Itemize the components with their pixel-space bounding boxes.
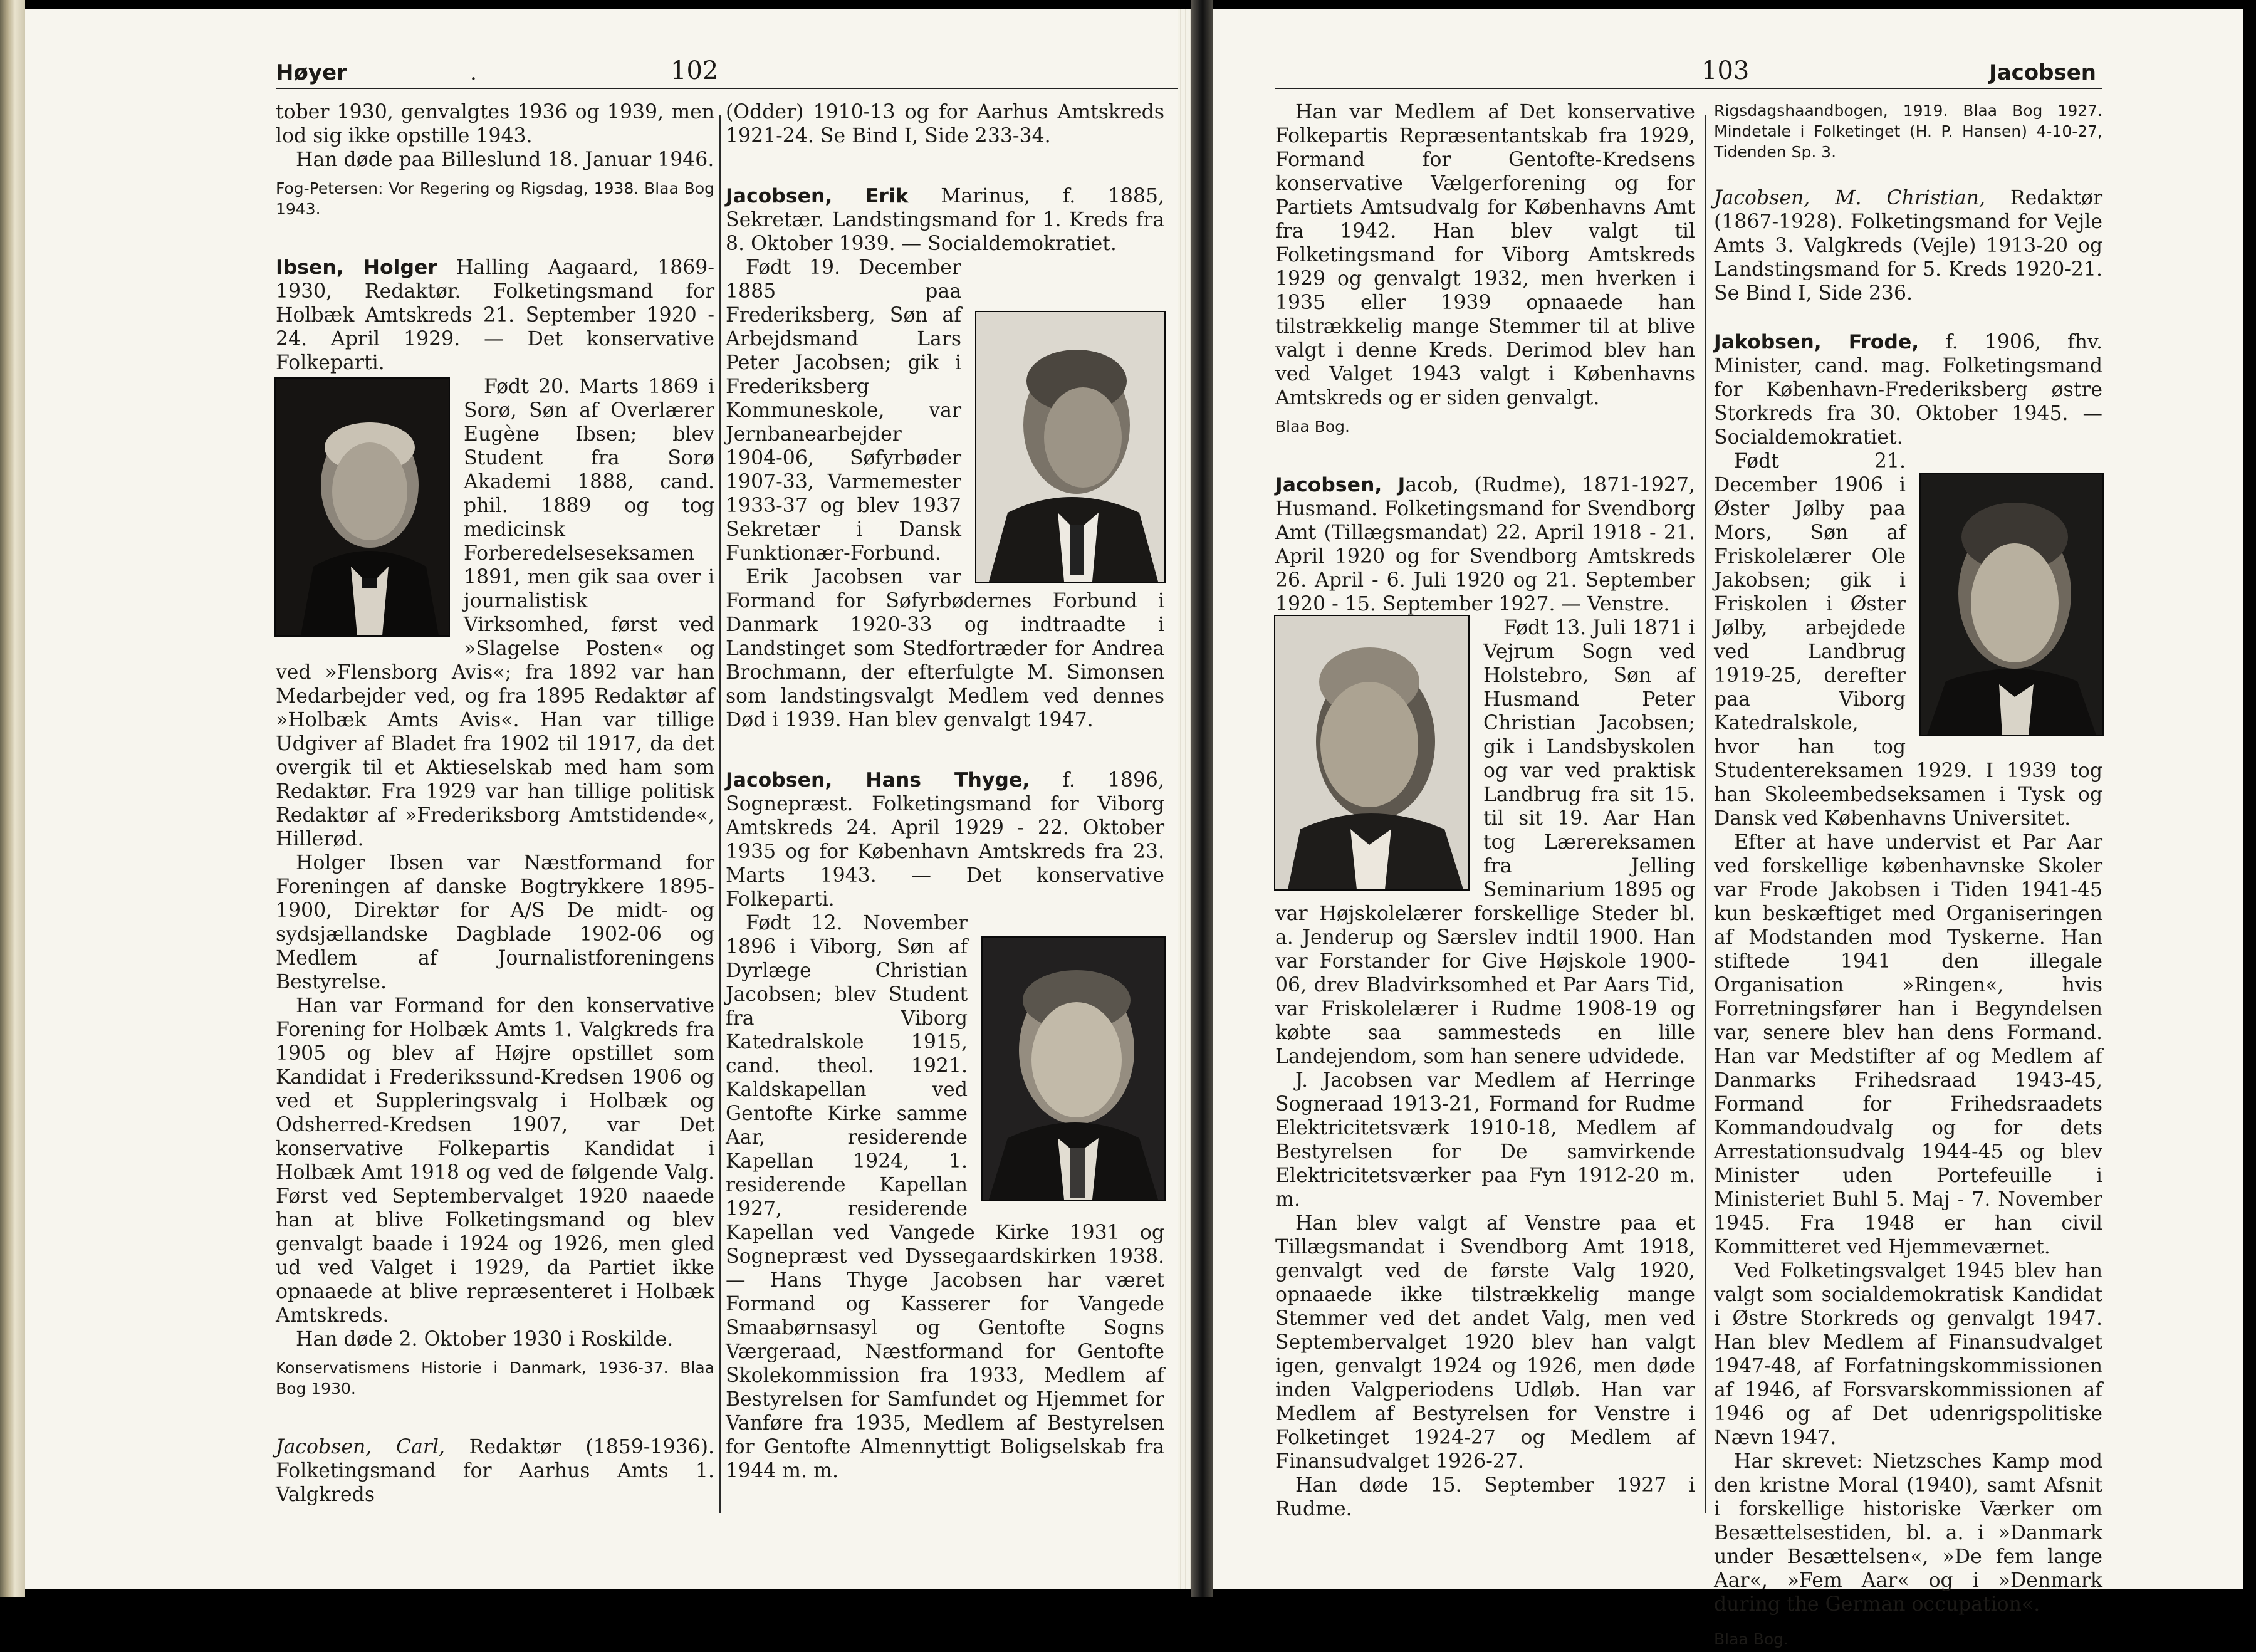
entry-name: Jacobsen, Erik <box>726 185 909 207</box>
entry-heading <box>1275 473 1695 616</box>
right-column-1 <box>1275 100 1695 1521</box>
entry-summary: Marinus, f. 1885, Sekretær. Landstingsmand for 1. Kreds fra 8. Oktober 1939. — Socialdemokratiet. <box>726 185 1165 255</box>
running-head-name: Høyer <box>276 60 347 85</box>
portrait-frode-jakobsen <box>1921 474 2102 735</box>
entry-heading <box>276 256 714 375</box>
entry-summary: Redaktør (1859-1936). Folketingsmand for Aarhus Amts 1. Valgkreds <box>276 1436 714 1506</box>
paragraph: Han døde 2. Oktober 1930 i Roskilde. <box>296 1328 674 1351</box>
reference: Blaa Bog. <box>1275 417 1350 436</box>
left-page-header <box>276 48 1191 85</box>
portrait-erik-jacobsen <box>976 312 1164 582</box>
portrait-image <box>976 312 1164 582</box>
portrait-hans-thyge-jacobsen <box>983 938 1164 1200</box>
right-column-2 <box>1714 100 2102 1652</box>
entry-name: Ibsen, Holger <box>276 256 437 279</box>
paragraph: Har skrevet: Nietzsches Kamp mod den kristne Moral (1940), samt Afsnit i forskellige historiske Værker om Besættelsestiden, bl. a. i »Danmark under Besættelsen«, »De fem lange Aar«, »Fem Aar« og i »Denmark during the German occupation«. <box>1714 1450 2102 1616</box>
page-edge-stack <box>1178 9 1191 1589</box>
entry-summary: f. 1906, fhv. Minister, cand. mag. Folketingsmand for København-Frederiksberg østre Storkreds fra 30. Oktober 1945. — Socialdemokratiet. <box>1714 331 2102 449</box>
portrait-image <box>1275 616 1468 889</box>
right-page <box>1213 9 2243 1648</box>
entry-summary: Halling Aagaard, 1869-1930, Redaktør. Folketingsmand for Holbæk Amtskreds 21. September 1920 - 24. April 1929. — Det konservative Folkeparti. <box>276 256 714 374</box>
running-head-name: Jacobsen <box>1989 60 2096 85</box>
reference: Konservatismens Historie i Danmark, 1936-37. Blaa Bog 1930. <box>276 1359 714 1398</box>
paragraph: Han døde 15. September 1927 i Rudme. <box>1275 1474 1695 1520</box>
header-rule <box>276 88 1178 89</box>
entry-name: Jacobsen, M. Christian, <box>1714 187 1985 209</box>
page-number: 102 <box>671 56 719 85</box>
entry-heading <box>1714 330 2102 449</box>
portrait-image <box>276 379 449 635</box>
entry-name: Jacobsen, Hans Thyge, <box>726 769 1030 792</box>
reference: Fog-Petersen: Vor Regering og Rigsdag, 1938. Blaa Bog 1943. <box>276 179 714 218</box>
portrait-image <box>1921 474 2102 735</box>
paragraph: Erik Jacobsen var Formand for Søfyrbødernes Forbund i Danmark 1920-33 og indtraadte i Landstinget som Stedfortræder for Andrea Brochmann, der efterfulgte M. Simonsen som landstingsvalgt Medlem ved dennes Død i 1939. Han blev genvalgt 1947. <box>726 566 1164 731</box>
entry-heading <box>1714 186 2102 305</box>
portrait-jacob-jacobsen <box>1275 616 1468 889</box>
reference: Blaa Bog. <box>1714 1630 1789 1648</box>
entry-name: Jakobsen, Frode, <box>1714 331 1919 353</box>
paragraph: Født 12. November 1896 i Viborg, Søn af Dyrlæge Christian Jacobsen; blev Student fra Viborg Katedralskole 1915, cand. theol. 1921. Kaldskapellan ved Gentofte Kirke samme Aar, residerende Kapellan 1924, 1. residerende Kapellan 1927, residerende Kapellan ved Vangede Kirke 1931 og Sognepræst ved Dyssegaardskirken 1938. — Hans Thyge Jacobsen har været Formand og Kasserer for Vangede Smaabørnsasyl og Gentofte Sogns Værgeraad, Næstformand for Gentofte Skolekommission fra 1933, Medlem af Bestyrelsen for Samfundet og Hjemmet for Vanføre fra 1935, Medlem af Bestyrelsen for Gentofte Almennyttigt Boligselskab fra 1944 m. m. <box>726 912 1164 1482</box>
paragraph: Ved Folketingsvalget 1945 blev han valgt som socialdemokratisk Kandidat i Østre Storkreds og genvalgt 1947. Han blev Medlem af Finansudvalget 1947-48, af Forfatningskommissionen af 1946, af Forsvarskommissionen af 1946 og af Det udenrigspolitiske Nævn 1947. <box>1714 1260 2102 1449</box>
column-divider <box>1705 115 1706 1513</box>
column-divider <box>719 115 721 1513</box>
right-page-header <box>1275 48 2096 85</box>
entry-summary: acob, (Rudme), 1871-1927, Husmand. Folketingsmand for Svendborg Amt (Tillægsmandat) 22. April 1918 - 21. April 1920 og for Svendborg Amtskreds 26. April - 6. Juli 1920 og 21. September 1920 - 15. September 1927. — Venstre. <box>1275 474 1695 615</box>
paragraph: Han blev valgt af Venstre paa et Tillægsmandat i Svendborg Amt 1918, genvalgt ved de første Valg 1920, opnaaede ikke tilstrækkelig mange Stemmer ved det andet Valg, men ved Septembervalget 1920 blev han valgt igen, genvalgt 1924 og 1926, men døde inden Valgperiodens Udløb. Han var Medlem af Bestyrelsen for Venstre i Folketinget 1924-27 og Medlem af Finansudvalget 1926-27. <box>1275 1212 1695 1473</box>
paragraph: Født 19. December 1885 paa Frederiksberg, Søn af Arbejdsmand Lars Peter Jacobsen; gik i Frederiksberg Kommuneskole, var Jernbanearbejder 1904-06, Søfyrbøder 1907-33, Varmemester 1933-37 og blev 1937 Sekretær i Dansk Funktionær-Forbund. <box>726 256 961 565</box>
paragraph: J. Jacobsen var Medlem af Herringe Sogneraad 1913-21, Formand for Rudme Elektricitetsværk 1910-18, Medlem af Bestyrelsen for De samvirkende Elektricitetsværker paa Fyn 1912-20 m. m. <box>1275 1069 1695 1211</box>
entry-heading <box>726 184 1164 256</box>
book-edge-left <box>0 0 25 1597</box>
page-number: 103 <box>1701 56 1750 85</box>
paragraph: Han var Formand for den konservative Forening for Holbæk Amts 1. Valgkreds fra 1905 og blev af Højre opstillet som Kandidat i Frederikssund-Kredsen 1906 og ved et Suppleringsvalg i Holbæk og Odsherred-Kredsen 1907, var Det konservative Folkepartis Kandidat i Holbæk Amt 1918 og ved de følgende Valg. Først ved Septembervalget 1920 naaede han at blive Folketingsmand og blev genvalgt baade i 1924 og 1926, men gled ud ved Valget i 1929, da Partiet ikke opnaaede at blive repræsenteret i Holbæk Amtskreds. <box>276 995 714 1327</box>
paragraph: Han var Medlem af Det konservative Folkepartis Repræsentantskab fra 1929, Formand for Gentofte-Kredsens konservative Vælgerforening og for Partiets Amtsudvalg for Københavns Amt fra 1942. Han blev valgt til Folketingsmand for Viborg Amtskreds 1929 og genvalgt 1932, men hverken i 1935 eller 1939 opnaaede han tilstrækkelig mange Stemmer til at blive valgt i denne Kreds. Derimod blev han ved Valget 1943 valgt i Københavns Amtskreds og er siden genvalgt. <box>1275 101 1695 409</box>
paragraph: Født 13. Juli 1871 i Vejrum Sogn ved Holstebro, Søn af Husmand Peter Christian Jacobsen; gik i Landsbyskolen og var ved praktisk Landbrug fra sit 15. til sit 19. Aar Han tog Lærereksamen fra Jelling Seminarium 1895 og var Højskolelærer forskellige Steder bl. a. Jenderup og Særslev indtil 1900. Han var Forstander for Give Højskole 1900-06, drev Bladvirksomhed et Par Aars Tid, var Friskolelærer i Rudme 1908-19 og købte saa sammesteds en lille Landejendom, som han senere udvidede. <box>1275 617 1695 1068</box>
left-page <box>25 9 1191 1589</box>
portrait-image <box>983 938 1164 1200</box>
entry-summary: Redaktør (1867-1928). Folketingsmand for Vejle Amts 3. Valgkreds (Vejle) 1913-20 og Landstingsmand for 5. Kreds 1920-21. Se Bind I, Side 236. <box>1714 187 2102 305</box>
paragraph: tober 1930, genvalgtes 1936 og 1939, men lod sig ikke opstille 1943. <box>276 101 714 147</box>
paragraph: Født 20. Marts 1869 i Sorø, Søn af Overlærer Eugène Ibsen; blev Student fra Sorø Akademi 1888, cand. phil. 1889 og tog medicinsk Forberedelseseksamen 1891, men gik saa over i journalistisk Virksomhed, først ved »Slagelse Posten« og ved »Flensborg Avis«; fra 1892 var han Medarbejder ved, og fra 1895 Redaktør af »Holbæk Amts Avis«. Han var tillige Udgiver af Bladet fra 1902 til 1917, da det overgik til et Aktieselskab med ham som Redaktør. Fra 1929 var han tillige politisk Redaktør af »Frederiksborg Amtstidende«, Hillerød. <box>276 375 714 850</box>
paragraph: Efter at have undervist et Par Aar ved forskellige københavnske Skoler var Frode Jakobsen i Tiden 1941-45 kun beskæftiget med Organiseringen af Modstanden mod Tyskerne. Han stiftede 1941 den illegale Organisation »Ringen«, hvis Forretningsfører han i Begyndelsen var, senere blev han dens Formand. Han var Medstifter af og Medlem af Danmarks Frihedsraad 1943-45, Formand for Frihedsraadets Kommandoudvalg og for dets Arrestationsudvalg 1944-45 og blev Minister uden Portefeuille i Ministeriet Buhl 5. Maj - 7. November 1945. Fra 1948 er han civil Kommitteret ved Hjemmeværnet. <box>1714 831 2102 1258</box>
paragraph: Holger Ibsen var Næstformand for Foreningen af danske Bogtrykkere 1895-1900, Direktør for A/S De midt- og sydsjællandske Dagblade 1902-06 og Medlem af Journalistforeningens Bestyrelse. <box>276 852 714 993</box>
header-rule <box>1275 88 2102 89</box>
reference: Rigsdagshaandbogen, 1919. Blaa Bog 1927. Mindetale i Folketinget (H. P. Hansen) 4-10-27, Tidenden Sp. 3. <box>1714 102 2102 161</box>
paragraph: (Odder) 1910-13 og for Aarhus Amtskreds 1921-24. Se Bind I, Side 233-34. <box>726 101 1164 147</box>
book-gutter <box>1191 0 1213 1597</box>
entry-heading <box>276 1435 714 1507</box>
running-head-dot: . <box>470 60 477 85</box>
entry-heading <box>726 768 1164 911</box>
left-column-2 <box>726 100 1164 1483</box>
entry-summary: f. 1896, Sognepræst. Folketingsmand for Viborg Amtskreds 24. April 1929 - 22. Oktober 1935 og for København Amtskreds fra 23. Marts 1943. — Det konservative Folkeparti. <box>726 769 1164 911</box>
paragraph: Han døde paa Billeslund 18. Januar 1946. <box>296 149 714 171</box>
left-column-1 <box>276 100 714 1507</box>
paragraph: Født 21. December 1906 i Øster Jølby paa Mors, Søn af Friskolelærer Ole Jakobsen; gik i Friskolen i Øster Jølby, arbejdede ved Landbrug 1919-25, derefter paa Viborg Katedralskole, hvor han tog Studentereksamen 1929. I 1939 tog han Skoleembedseksamen i Tysk og Dansk ved Københavns Universitet. <box>1714 450 2102 830</box>
portrait-holger-ibsen <box>276 379 449 635</box>
entry-name: Jacobsen, Carl, <box>276 1436 445 1458</box>
entry-name: Jacobsen, J <box>1275 474 1406 496</box>
